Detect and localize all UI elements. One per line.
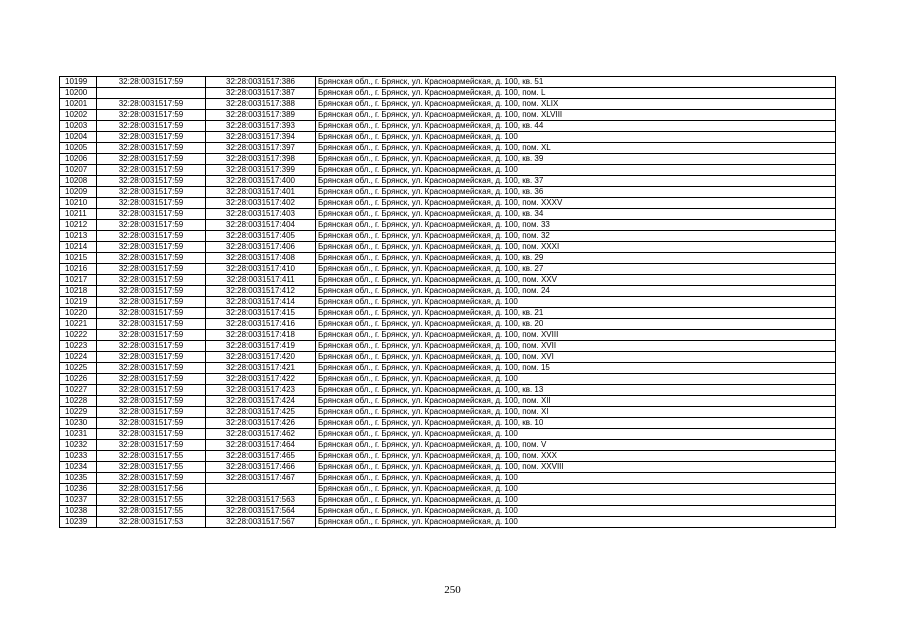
table-row [60,363,836,374]
address-cell: Брянская обл., г. Брянск, ул. Красноармейская, д. 100, кв. 34 [316,209,836,220]
table-row [60,330,836,341]
parent-cadastral-number-cell: 32:28:0031517:59 [97,429,206,440]
cadastral-number-cell: 32:28:0031517:412 [206,286,316,297]
address-cell: Брянская обл., г. Брянск, ул. Красноармейская, д. 100, пом. V [316,440,836,451]
address-cell: Брянская обл., г. Брянск, ул. Красноармейская, д. 100, кв. 10 [316,418,836,429]
parent-cadastral-number-cell: 32:28:0031517:55 [97,506,206,517]
parent-cadastral-number-cell: 32:28:0031517:59 [97,374,206,385]
parent-cadastral-number-cell: 32:28:0031517:59 [97,330,206,341]
parent-cadastral-number-cell: 32:28:0031517:59 [97,121,206,132]
table-row [60,374,836,385]
table-row [60,154,836,165]
cadastral-number-cell: 32:28:0031517:389 [206,110,316,121]
row-number-cell: 10204 [60,132,97,143]
table-row [60,418,836,429]
parent-cadastral-number-cell: 32:28:0031517:59 [97,275,206,286]
cadastral-number-cell: 32:28:0031517:404 [206,220,316,231]
address-cell: Брянская обл., г. Брянск, ул. Красноармейская, д. 100 [316,429,836,440]
cadastral-number-cell: 32:28:0031517:403 [206,209,316,220]
cadastral-number-cell: 32:28:0031517:567 [206,517,316,528]
row-number-cell: 10213 [60,231,97,242]
row-number-cell: 10237 [60,495,97,506]
address-cell: Брянская обл., г. Брянск, ул. Красноармейская, д. 100 [316,297,836,308]
table-row [60,220,836,231]
parent-cadastral-number-cell: 32:28:0031517:59 [97,341,206,352]
address-cell: Брянская обл., г. Брянск, ул. Красноармейская, д. 100, пом. XXVIII [316,462,836,473]
row-number-cell: 10225 [60,363,97,374]
cadastral-number-cell: 32:28:0031517:411 [206,275,316,286]
parent-cadastral-number-cell: 32:28:0031517:59 [97,319,206,330]
address-cell: Брянская обл., г. Брянск, ул. Красноармейская, д. 100 [316,506,836,517]
parent-cadastral-number-cell: 32:28:0031517:59 [97,187,206,198]
address-cell: Брянская обл., г. Брянск, ул. Красноармейская, д. 100, пом. XII [316,396,836,407]
cadastral-number-cell: 32:28:0031517:394 [206,132,316,143]
table-row [60,517,836,528]
row-number-cell: 10216 [60,264,97,275]
row-number-cell: 10235 [60,473,97,484]
address-cell: Брянская обл., г. Брянск, ул. Красноармейская, д. 100, пом. XI [316,407,836,418]
cadastral-number-cell: 32:28:0031517:426 [206,418,316,429]
cadastral-number-cell: 32:28:0031517:418 [206,330,316,341]
row-number-cell: 10220 [60,308,97,319]
row-number-cell: 10227 [60,385,97,396]
row-number-cell: 10215 [60,253,97,264]
cadastral-number-cell: 32:28:0031517:402 [206,198,316,209]
row-number-cell: 10206 [60,154,97,165]
table-row [60,242,836,253]
row-number-cell: 10214 [60,242,97,253]
cadastral-number-cell: 32:28:0031517:397 [206,143,316,154]
parent-cadastral-number-cell: 32:28:0031517:59 [97,242,206,253]
cadastral-number-cell: 32:28:0031517:400 [206,176,316,187]
address-cell: Брянская обл., г. Брянск, ул. Красноармейская, д. 100, кв. 44 [316,121,836,132]
address-cell: Брянская обл., г. Брянск, ул. Красноармейская, д. 100, пом. XL [316,143,836,154]
table-row [60,407,836,418]
row-number-cell: 10208 [60,176,97,187]
address-cell: Брянская обл., г. Брянск, ул. Красноармейская, д. 100, кв. 13 [316,385,836,396]
table-row [60,440,836,451]
table-row [60,253,836,264]
address-cell: Брянская обл., г. Брянск, ул. Красноармейская, д. 100, кв. 20 [316,319,836,330]
address-cell: Брянская обл., г. Брянск, ул. Красноармейская, д. 100, пом. 33 [316,220,836,231]
cadastral-number-cell: 32:28:0031517:464 [206,440,316,451]
table-row [60,88,836,99]
table-row [60,264,836,275]
row-number-cell: 10218 [60,286,97,297]
parent-cadastral-number-cell: 32:28:0031517:59 [97,385,206,396]
cadastral-number-cell: 32:28:0031517:424 [206,396,316,407]
row-number-cell: 10226 [60,374,97,385]
row-number-cell: 10203 [60,121,97,132]
address-cell: Брянская обл., г. Брянск, ул. Красноармейская, д. 100 [316,484,836,495]
address-cell: Брянская обл., г. Брянск, ул. Красноармейская, д. 100 [316,517,836,528]
row-number-cell: 10201 [60,99,97,110]
row-number-cell: 10224 [60,352,97,363]
parent-cadastral-number-cell: 32:28:0031517:55 [97,495,206,506]
table-row [60,286,836,297]
cadastral-number-cell: 32:28:0031517:419 [206,341,316,352]
cadastral-number-cell: 32:28:0031517:387 [206,88,316,99]
cadastral-number-cell: 32:28:0031517:420 [206,352,316,363]
address-cell: Брянская обл., г. Брянск, ул. Красноармейская, д. 100, пом. XXX [316,451,836,462]
address-cell: Брянская обл., г. Брянск, ул. Красноармейская, д. 100, кв. 29 [316,253,836,264]
table-row [60,385,836,396]
cadastral-number-cell: 32:28:0031517:416 [206,319,316,330]
cadastral-number-cell: 32:28:0031517:398 [206,154,316,165]
table-row [60,396,836,407]
parent-cadastral-number-cell: 32:28:0031517:59 [97,198,206,209]
cadastral-number-cell: 32:28:0031517:564 [206,506,316,517]
address-cell: Брянская обл., г. Брянск, ул. Красноармейская, д. 100, кв. 51 [316,77,836,88]
row-number-cell: 10222 [60,330,97,341]
row-number-cell: 10211 [60,209,97,220]
cadastral-number-cell: 32:28:0031517:388 [206,99,316,110]
address-cell: Брянская обл., г. Брянск, ул. Красноармейская, д. 100, пом. XVIII [316,330,836,341]
table-row [60,495,836,506]
parent-cadastral-number-cell: 32:28:0031517:59 [97,132,206,143]
cadastral-number-cell: 32:28:0031517:410 [206,264,316,275]
parent-cadastral-number-cell: 32:28:0031517:59 [97,165,206,176]
table-row [60,462,836,473]
cadastral-number-cell [206,484,316,495]
address-cell: Брянская обл., г. Брянск, ул. Красноармейская, д. 100 [316,132,836,143]
table-row [60,429,836,440]
table-row [60,352,836,363]
cadastral-number-cell: 32:28:0031517:415 [206,308,316,319]
cadastral-number-cell: 32:28:0031517:386 [206,77,316,88]
cadastral-number-cell: 32:28:0031517:414 [206,297,316,308]
row-number-cell: 10205 [60,143,97,154]
parent-cadastral-number-cell: 32:28:0031517:59 [97,286,206,297]
parent-cadastral-number-cell: 32:28:0031517:59 [97,473,206,484]
table-row [60,121,836,132]
address-cell: Брянская обл., г. Брянск, ул. Красноармейская, д. 100 [316,495,836,506]
parent-cadastral-number-cell: 32:28:0031517:59 [97,308,206,319]
address-cell: Брянская обл., г. Брянск, ул. Красноармейская, д. 100 [316,473,836,484]
table-row [60,99,836,110]
address-cell: Брянская обл., г. Брянск, ул. Красноармейская, д. 100, пом. L [316,88,836,99]
address-cell: Брянская обл., г. Брянск, ул. Красноармейская, д. 100, кв. 37 [316,176,836,187]
table-row [60,143,836,154]
row-number-cell: 10223 [60,341,97,352]
address-cell: Брянская обл., г. Брянск, ул. Красноармейская, д. 100 [316,165,836,176]
address-cell: Брянская обл., г. Брянск, ул. Красноармейская, д. 100, пом. XXXV [316,198,836,209]
row-number-cell: 10217 [60,275,97,286]
table-row [60,77,836,88]
parent-cadastral-number-cell: 32:28:0031517:59 [97,407,206,418]
parent-cadastral-number-cell: 32:28:0031517:59 [97,220,206,231]
table-row [60,209,836,220]
parent-cadastral-number-cell: 32:28:0031517:55 [97,462,206,473]
address-cell: Брянская обл., г. Брянск, ул. Красноармейская, д. 100, пом. XXV [316,275,836,286]
row-number-cell: 10202 [60,110,97,121]
row-number-cell: 10210 [60,198,97,209]
address-cell: Брянская обл., г. Брянск, ул. Красноармейская, д. 100, пом. XXXI [316,242,836,253]
address-cell: Брянская обл., г. Брянск, ул. Красноармейская, д. 100, пом. XVI [316,352,836,363]
address-cell: Брянская обл., г. Брянск, ул. Красноармейская, д. 100, пом. 15 [316,363,836,374]
table-row [60,176,836,187]
row-number-cell: 10212 [60,220,97,231]
row-number-cell: 10221 [60,319,97,330]
table-row [60,308,836,319]
address-cell: Брянская обл., г. Брянск, ул. Красноармейская, д. 100, кв. 27 [316,264,836,275]
table-row [60,319,836,330]
row-number-cell: 10200 [60,88,97,99]
parent-cadastral-number-cell: 32:28:0031517:59 [97,209,206,220]
table-row [60,275,836,286]
cadastral-number-cell: 32:28:0031517:465 [206,451,316,462]
registry-table-body [60,77,836,528]
cadastral-number-cell: 32:28:0031517:425 [206,407,316,418]
row-number-cell: 10219 [60,297,97,308]
parent-cadastral-number-cell: 32:28:0031517:59 [97,231,206,242]
table-row [60,341,836,352]
table-row [60,231,836,242]
row-number-cell: 10233 [60,451,97,462]
table-row [60,198,836,209]
address-cell: Брянская обл., г. Брянск, ул. Красноармейская, д. 100, пом. XVII [316,341,836,352]
parent-cadastral-number-cell: 32:28:0031517:59 [97,352,206,363]
row-number-cell: 10234 [60,462,97,473]
parent-cadastral-number-cell: 32:28:0031517:59 [97,396,206,407]
row-number-cell: 10231 [60,429,97,440]
registry-table [59,76,836,528]
parent-cadastral-number-cell: 32:28:0031517:59 [97,99,206,110]
cadastral-number-cell: 32:28:0031517:422 [206,374,316,385]
row-number-cell: 10199 [60,77,97,88]
cadastral-number-cell: 32:28:0031517:563 [206,495,316,506]
address-cell: Брянская обл., г. Брянск, ул. Красноармейская, д. 100, пом. XLIX [316,99,836,110]
cadastral-number-cell: 32:28:0031517:393 [206,121,316,132]
parent-cadastral-number-cell: 32:28:0031517:59 [97,363,206,374]
table-row [60,297,836,308]
table-row [60,506,836,517]
row-number-cell: 10209 [60,187,97,198]
parent-cadastral-number-cell: 32:28:0031517:59 [97,264,206,275]
parent-cadastral-number-cell: 32:28:0031517:53 [97,517,206,528]
row-number-cell: 10229 [60,407,97,418]
row-number-cell: 10230 [60,418,97,429]
row-number-cell: 10238 [60,506,97,517]
parent-cadastral-number-cell: 32:28:0031517:59 [97,77,206,88]
parent-cadastral-number-cell: 32:28:0031517:55 [97,451,206,462]
address-cell: Брянская обл., г. Брянск, ул. Красноармейская, д. 100, пом. 32 [316,231,836,242]
cadastral-number-cell: 32:28:0031517:462 [206,429,316,440]
parent-cadastral-number-cell [97,88,206,99]
cadastral-number-cell: 32:28:0031517:405 [206,231,316,242]
row-number-cell: 10228 [60,396,97,407]
cadastral-number-cell: 32:28:0031517:423 [206,385,316,396]
parent-cadastral-number-cell: 32:28:0031517:56 [97,484,206,495]
table-row [60,451,836,462]
cadastral-number-cell: 32:28:0031517:467 [206,473,316,484]
address-cell: Брянская обл., г. Брянск, ул. Красноармейская, д. 100, пом. 24 [316,286,836,297]
table-row [60,187,836,198]
row-number-cell: 10207 [60,165,97,176]
cadastral-number-cell: 32:28:0031517:406 [206,242,316,253]
parent-cadastral-number-cell: 32:28:0031517:59 [97,440,206,451]
parent-cadastral-number-cell: 32:28:0031517:59 [97,154,206,165]
table-row [60,165,836,176]
address-cell: Брянская обл., г. Брянск, ул. Красноармейская, д. 100, пом. XLVIII [316,110,836,121]
table-row [60,473,836,484]
row-number-cell: 10239 [60,517,97,528]
address-cell: Брянская обл., г. Брянск, ул. Красноармейская, д. 100 [316,374,836,385]
table-row [60,484,836,495]
cadastral-number-cell: 32:28:0031517:421 [206,363,316,374]
parent-cadastral-number-cell: 32:28:0031517:59 [97,418,206,429]
address-cell: Брянская обл., г. Брянск, ул. Красноармейская, д. 100, кв. 21 [316,308,836,319]
cadastral-number-cell: 32:28:0031517:401 [206,187,316,198]
page-number: 250 [444,584,461,596]
parent-cadastral-number-cell: 32:28:0031517:59 [97,176,206,187]
table-row [60,132,836,143]
parent-cadastral-number-cell: 32:28:0031517:59 [97,253,206,264]
table-row [60,110,836,121]
parent-cadastral-number-cell: 32:28:0031517:59 [97,110,206,121]
cadastral-number-cell: 32:28:0031517:408 [206,253,316,264]
address-cell: Брянская обл., г. Брянск, ул. Красноармейская, д. 100, кв. 39 [316,154,836,165]
row-number-cell: 10236 [60,484,97,495]
cadastral-number-cell: 32:28:0031517:466 [206,462,316,473]
cadastral-number-cell: 32:28:0031517:399 [206,165,316,176]
row-number-cell: 10232 [60,440,97,451]
parent-cadastral-number-cell: 32:28:0031517:59 [97,143,206,154]
address-cell: Брянская обл., г. Брянск, ул. Красноармейская, д. 100, кв. 36 [316,187,836,198]
parent-cadastral-number-cell: 32:28:0031517:59 [97,297,206,308]
